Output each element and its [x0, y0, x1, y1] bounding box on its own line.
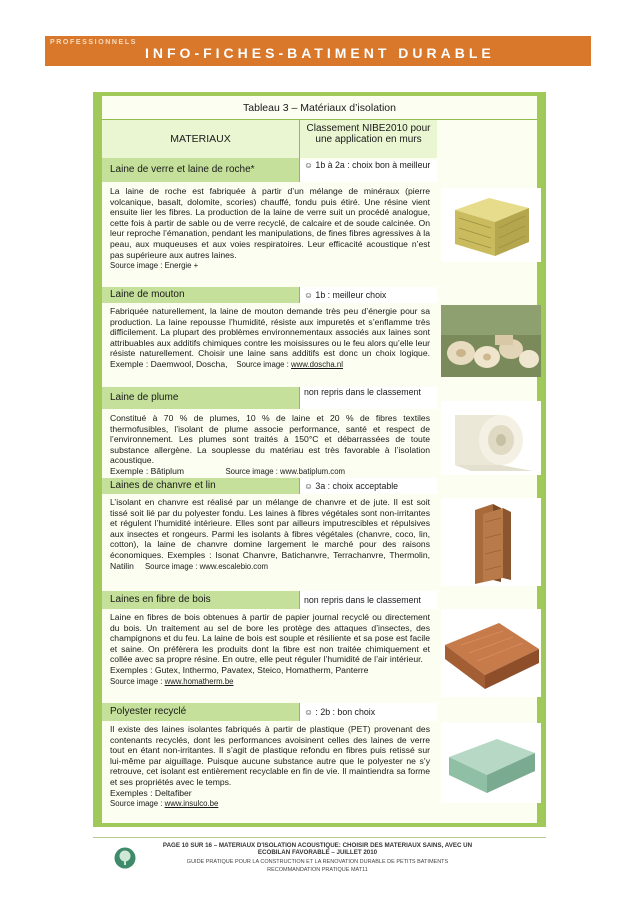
- header-kicker: PROFESSIONNELS: [50, 39, 137, 46]
- material-description: Fabriquée naturellement, la laine de mouton demande très peu d’énergie pour sa production. La laine repousse l’humidité, résiste aux impuretés et s’enflamme très difficilement. La plupart des problèmes environnementaux associés aux laines sont attribuables aux additifs chimiques contre les moisissures ou le feu alors qu’elle leur résiste naturellement. Choisir une laine sans additifs est donc un choix logique. Exemple : Daemwool, Doscha, Source image : www.doscha.nl: [110, 306, 430, 369]
- header-banner: [45, 36, 591, 66]
- footer-divider: [93, 837, 546, 838]
- footer-recommendation: RECOMMANDATION PRATIQUE MAT11: [267, 867, 368, 874]
- wood-fibre-board-photo: [441, 609, 541, 697]
- material-description: Il existe des laines isolantes fabriqués à partir de plastique (PET) provenant des contenants recyclés, dont les performances avoisinent celles des laines de verre tout en étant non-irritantes. Il s’agit de plastique refondu en fibres puis retissé sur lui-même par aiguillage. Puisque aucune substance autre que le polyester ne s’y retrouve, cet isolant est entièrement recyclable en fin de vie. Il maintiendra sa forme et ses propriétés avec le temps. Exemples : Deltafiber Source image : www.insulco.be: [110, 724, 430, 809]
- material-classement: ☺ : 2b : bon choix: [300, 703, 437, 721]
- material-classement: non repris dans le classement: [300, 591, 437, 609]
- image-source: www.insulco.be: [164, 799, 219, 809]
- material-name: Laines en fibre de bois: [102, 591, 300, 609]
- material-description: L’isolant en chanvre est réalisé par un mélange de chanvre et de jute. Il est soit tissé soit lié par du polyester fondu. Les laines à fibres végétales sont non-irritantes et régulent l’humidité intérieure. Elles sont par ailleurs imputrescibles et répulsives aux insectes et rongeurs. Parmi les isolants à fibres végétales (chanvre, coco, lin, cotton), la laine de chanvre domine largement le marché pour des raisons économiques. Exemples : Isonat Chanvre, Batichanvre, Terrachanvre, Thermolin, Natilin Source image : www.escalebio.com: [110, 497, 430, 571]
- material-name: Laines de chanvre et lin: [102, 478, 300, 494]
- header-title: INFO-FICHES-BATIMENT DURABLE: [145, 45, 495, 61]
- image-source: www.escalebio.com: [199, 561, 269, 571]
- image-source: Energie +: [164, 261, 199, 271]
- material-description: La laine de roche est fabriquée à partir d’un mélange de minéraux (pierre volcanique, basalt, dolomite, scories) chauffé, fondu puis étiré. Une résine vient ensuite lier les fibres. La production de la laine de verre suit un procédé analogue, cette fois à partir de sable ou de verre recyclé, de calcaire et de soude calcinée. On leur reproche l’émanation, pendant les manipulations, de fines fibres agressives à la peau, aux muqueuses et aux voies respiratoires. Leur efficacité acoustique n’est pas supérieure aux autres laines. Source image : Energie +: [110, 186, 430, 271]
- material-name: Laine de mouton: [102, 287, 300, 303]
- sheep-wool-rolls-photo: [441, 305, 541, 377]
- image-source: www.homatherm.be: [164, 676, 234, 686]
- image-source: www.doscha.nl: [291, 359, 344, 369]
- material-name: Laine de verre et laine de roche*: [102, 158, 300, 182]
- hemp-panels-photo: [441, 498, 541, 586]
- materials-table: [93, 92, 546, 827]
- material-name: Laine de plume: [102, 387, 300, 409]
- material-name: Polyester recyclé: [102, 703, 300, 721]
- rock-wool-block-photo: [441, 188, 541, 262]
- material-classement: non repris dans le classement: [300, 387, 437, 409]
- footer-page-info: PAGE 10 SUR 16 – MATERIAUX D'ISOLATION ACOUSTIQUE: CHOISIR DES MATERIAUX SAINS, AVEC UN ECOBILAN FAVORABLE – JUILLET 2010: [162, 842, 473, 857]
- image-source: www.batiplum.com: [280, 466, 346, 476]
- material-classement: ☺ 1b : meilleur choix: [300, 287, 437, 303]
- material-classement: ☺ 3a : choix acceptable: [300, 478, 437, 494]
- feather-insulation-roll-photo: [441, 401, 541, 475]
- material-description: Constitué à 70 % de plumes, 10 % de laine et 20 % de fibres textiles thermofusibles, l’isolant de plume associe performance, santé et respect de l’environnement. Les plumes sont traités à 150°C et débarrassées de toute substance allergène. La souplesse du matériau est très favorable à l’isolation acoustique. Exemple : Bâtiplum Source image : www.batiplum.com: [110, 413, 430, 476]
- column-header-classement: Classement NIBE2010 pour une application en murs: [300, 120, 437, 158]
- footer-guide: [150, 858, 485, 874]
- column-header-materials: MATERIAUX: [102, 120, 300, 158]
- footer-guide-line: GUIDE PRATIQUE POUR LA CONSTRUCTION ET LA RENOVATION DURABLE DE PETITS BATIMENTS: [186, 859, 449, 865]
- material-classement: ☺ 1b à 2a : choix bon à meilleur: [300, 160, 437, 182]
- material-description: Laine en fibres de bois obtenues à partir de papier journal recyclé ou directement du bois. Un traitement au sel de bore les protège des attaques d’insectes, des champignons et du feu. La laine de bois est souple et résiliente et sa pose est facile et saine. On préfèrera les produits dont la fibre est non traitée chimiquement et collée avec sa propre résine. En outre, elle peut réguler l’humidité de l’air intérieur. Exemples : Gutex, Inthermo, Pavatex, Steico, Homatherm, Panterre Source image : www.homatherm.be: [110, 612, 430, 686]
- tree-logo-icon: [114, 847, 136, 869]
- table-caption: Tableau 3 – Matériaux d’isolation: [102, 96, 537, 120]
- polyester-board-photo: [441, 723, 541, 803]
